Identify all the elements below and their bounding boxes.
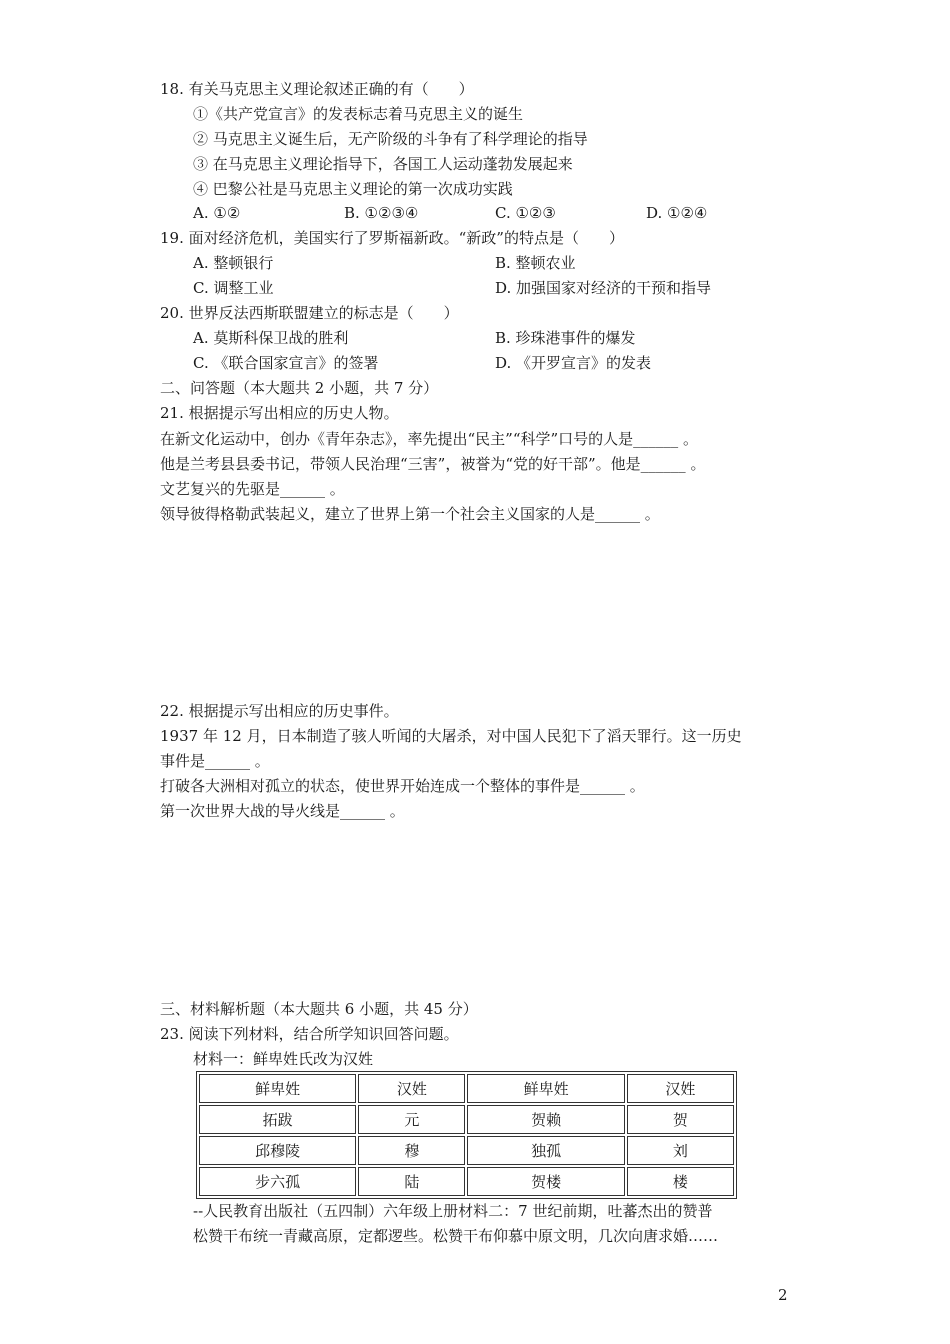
q21-line-4: 领导彼得格勒武装起义，建立了世界上第一个社会主义国家的人是______ 。 [160, 505, 660, 523]
q18-option-c: C. ①②③ [495, 204, 556, 222]
q18-item-3: ③ 在马克思主义理论指导下，各国工人运动蓬勃发展起来 [193, 155, 573, 173]
table-cell: 贺楼 [467, 1167, 624, 1196]
q20-option-d: D. 《开罗宣言》的发表 [495, 354, 652, 372]
table-header-cell: 汉姓 [358, 1074, 465, 1103]
table-cell: 拓跋 [199, 1105, 356, 1134]
q20-option-a: A. 莫斯科保卫战的胜利 [193, 329, 349, 347]
material-1-title: 材料一：鲜卑姓氏改为汉姓 [193, 1050, 374, 1068]
table-row [199, 1136, 734, 1165]
material-2-line: 松赞干布统一青藏高原，定都逻些。松赞干布仰慕中原文明，几次向唐求婚…… [193, 1227, 719, 1245]
table-cell: 穆 [358, 1136, 465, 1165]
q19-option-c: C. 调整工业 [193, 279, 274, 297]
table-cell: 步六孤 [199, 1167, 356, 1196]
table-cell: 邱穆陵 [199, 1136, 356, 1165]
q22-line-4: 第一次世界大战的导火线是______ 。 [160, 802, 405, 820]
q20-option-b: B. 珍珠港事件的爆发 [495, 329, 636, 347]
table-header-cell: 鲜卑姓 [467, 1074, 624, 1103]
section-3-heading: 三、材料解析题（本大题共 6 小题，共 45 分） [160, 1000, 478, 1018]
q18-item-1: ①《共产党宣言》的发表标志着马克思主义的诞生 [193, 105, 524, 123]
table-cell: 贺赖 [467, 1105, 624, 1134]
q19-option-b: B. 整顿农业 [495, 254, 576, 272]
q22-line-2: 事件是______ 。 [160, 752, 270, 770]
q18-option-d: D. ①②④ [646, 204, 708, 222]
table-cell: 陆 [358, 1167, 465, 1196]
table-row [199, 1167, 734, 1196]
q19-stem: 19. 面对经济危机，美国实行了罗斯福新政。“新政”的特点是（ ） [160, 229, 624, 247]
q19-option-d: D. 加强国家对经济的干预和指导 [495, 279, 712, 297]
q21-stem: 21. 根据提示写出相应的历史人物。 [160, 404, 399, 422]
table-cell: 独孤 [467, 1136, 624, 1165]
q20-stem: 20. 世界反法西斯联盟建立的标志是（ ） [160, 304, 459, 322]
q18-option-b: B. ①②③④ [344, 204, 419, 222]
section-2-heading: 二、问答题（本大题共 2 小题，共 7 分） [160, 379, 439, 397]
page-number: 2 [778, 1286, 788, 1304]
q22-line-3: 打破各大洲相对孤立的状态，使世界开始连成一个整体的事件是______ 。 [160, 777, 645, 795]
q18-stem: 18. 有关马克思主义理论叙述正确的有（ ） [160, 80, 474, 98]
q18-option-a: A. ①② [193, 204, 241, 222]
q22-line-1: 1937 年 12 月，日本制造了骇人听闻的大屠杀，对中国人民犯下了滔天罪行。这一历史 [160, 727, 742, 745]
material-source-line: --人民教育出版社（五四制）六年级上册材料二：7 世纪前期，吐蕃杰出的赞普 [193, 1202, 713, 1220]
table-row [199, 1105, 734, 1134]
table-cell: 楼 [627, 1167, 734, 1196]
q18-item-4: ④ 巴黎公社是马克思主义理论的第一次成功实践 [193, 180, 513, 198]
table-cell: 刘 [627, 1136, 734, 1165]
surname-table [196, 1071, 737, 1199]
q21-line-3: 文艺复兴的先驱是______ 。 [160, 480, 345, 498]
table-header-cell: 鲜卑姓 [199, 1074, 356, 1103]
table-cell: 元 [358, 1105, 465, 1134]
q22-stem: 22. 根据提示写出相应的历史事件。 [160, 702, 399, 720]
q21-line-2: 他是兰考县县委书记，带领人民治理“三害”，被誉为“党的好干部”。他是______ 。 [160, 455, 706, 473]
q23-stem: 23. 阅读下列材料，结合所学知识回答问题。 [160, 1025, 459, 1043]
table-header-cell: 汉姓 [627, 1074, 734, 1103]
table-cell: 贺 [627, 1105, 734, 1134]
table-header-row [199, 1074, 734, 1103]
q21-line-1: 在新文化运动中，创办《青年杂志》，率先提出“民主”“科学”口号的人是______ 。 [160, 430, 698, 448]
q20-option-c: C. 《联合国家宣言》的签署 [193, 354, 379, 372]
q19-option-a: A. 整顿银行 [193, 254, 274, 272]
q18-item-2: ② 马克思主义诞生后，无产阶级的斗争有了科学理论的指导 [193, 130, 588, 148]
